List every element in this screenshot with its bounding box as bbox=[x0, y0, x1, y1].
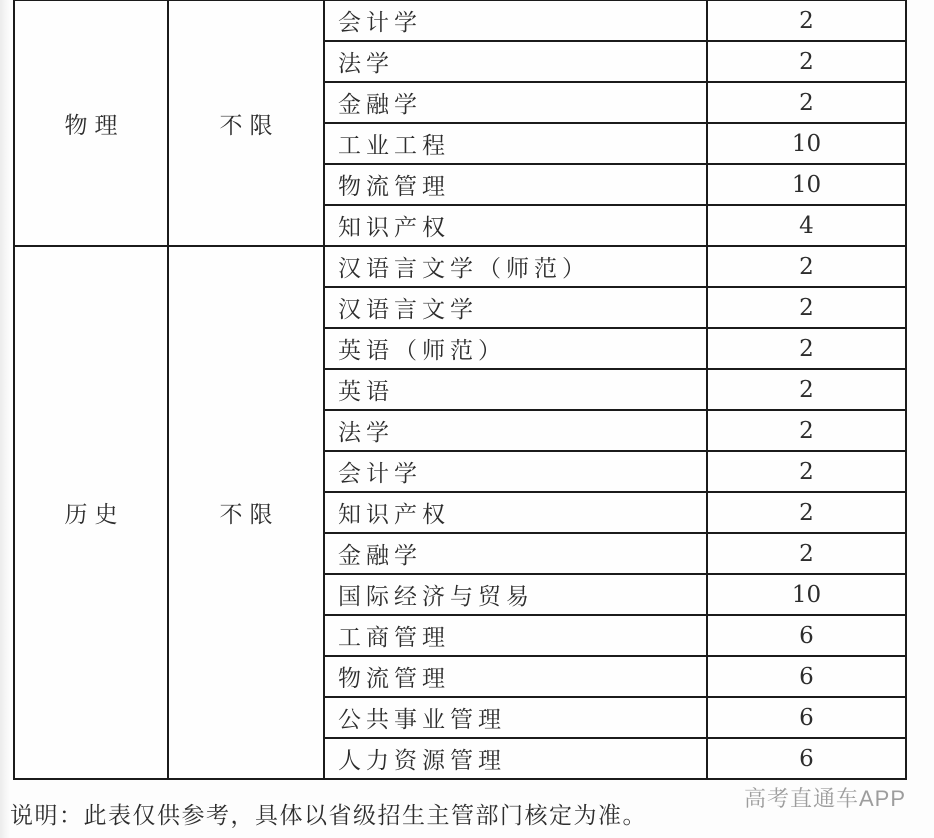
major-name-cell: 知识产权 bbox=[324, 492, 707, 533]
plan-count-cell: 2 bbox=[707, 41, 906, 82]
plan-count-cell: 4 bbox=[707, 205, 906, 246]
table-row bbox=[14, 246, 906, 287]
major-name-cell: 会计学 bbox=[324, 0, 707, 41]
plan-count-cell: 10 bbox=[707, 574, 906, 615]
plan-count-cell: 6 bbox=[707, 656, 906, 697]
plan-count-cell: 6 bbox=[707, 697, 906, 738]
plan-count-cell: 2 bbox=[707, 82, 906, 123]
major-name-cell: 法学 bbox=[324, 410, 707, 451]
plan-count-cell: 2 bbox=[707, 451, 906, 492]
major-name-cell: 知识产权 bbox=[324, 205, 707, 246]
major-name-cell: 工业工程 bbox=[324, 123, 707, 164]
major-name-cell: 金融学 bbox=[324, 82, 707, 123]
scan-edge-shading bbox=[0, 0, 10, 838]
major-name-cell: 金融学 bbox=[324, 533, 707, 574]
major-name-cell: 会计学 bbox=[324, 451, 707, 492]
major-name-cell: 公共事业管理 bbox=[324, 697, 707, 738]
subject-group-cell: 物理 bbox=[14, 0, 168, 246]
plan-count-cell: 2 bbox=[707, 287, 906, 328]
plan-count-cell: 2 bbox=[707, 0, 906, 41]
major-name-cell: 物流管理 bbox=[324, 656, 707, 697]
subject-requirement-cell: 不限 bbox=[168, 246, 324, 779]
major-name-cell: 英语（师范） bbox=[324, 328, 707, 369]
subject-group-cell: 历史 bbox=[14, 246, 168, 779]
plan-count-cell: 2 bbox=[707, 533, 906, 574]
major-name-cell: 法学 bbox=[324, 41, 707, 82]
plan-count-cell: 2 bbox=[707, 328, 906, 369]
subject-requirement-cell: 不限 bbox=[168, 0, 324, 246]
plan-count-cell: 10 bbox=[707, 164, 906, 205]
plan-count-cell: 6 bbox=[707, 738, 906, 779]
major-name-cell: 工商管理 bbox=[324, 615, 707, 656]
table-row bbox=[14, 0, 906, 41]
note-text: 说明：此表仅供参考，具体以省级招生主管部门核定为准。 bbox=[10, 803, 647, 829]
major-name-cell: 人力资源管理 bbox=[324, 738, 707, 779]
watermark-text: 高考直通车APP bbox=[743, 786, 906, 811]
admission-quota-table bbox=[13, 0, 907, 780]
major-name-cell: 国际经济与贸易 bbox=[324, 574, 707, 615]
plan-count-cell: 2 bbox=[707, 369, 906, 410]
major-name-cell: 英语 bbox=[324, 369, 707, 410]
plan-count-cell: 10 bbox=[707, 123, 906, 164]
plan-count-cell: 2 bbox=[707, 492, 906, 533]
plan-count-cell: 6 bbox=[707, 615, 906, 656]
plan-count-cell: 2 bbox=[707, 246, 906, 287]
plan-count-cell: 2 bbox=[707, 410, 906, 451]
major-name-cell: 汉语言文学 bbox=[324, 287, 707, 328]
major-name-cell: 汉语言文学（师范） bbox=[324, 246, 707, 287]
major-name-cell: 物流管理 bbox=[324, 164, 707, 205]
